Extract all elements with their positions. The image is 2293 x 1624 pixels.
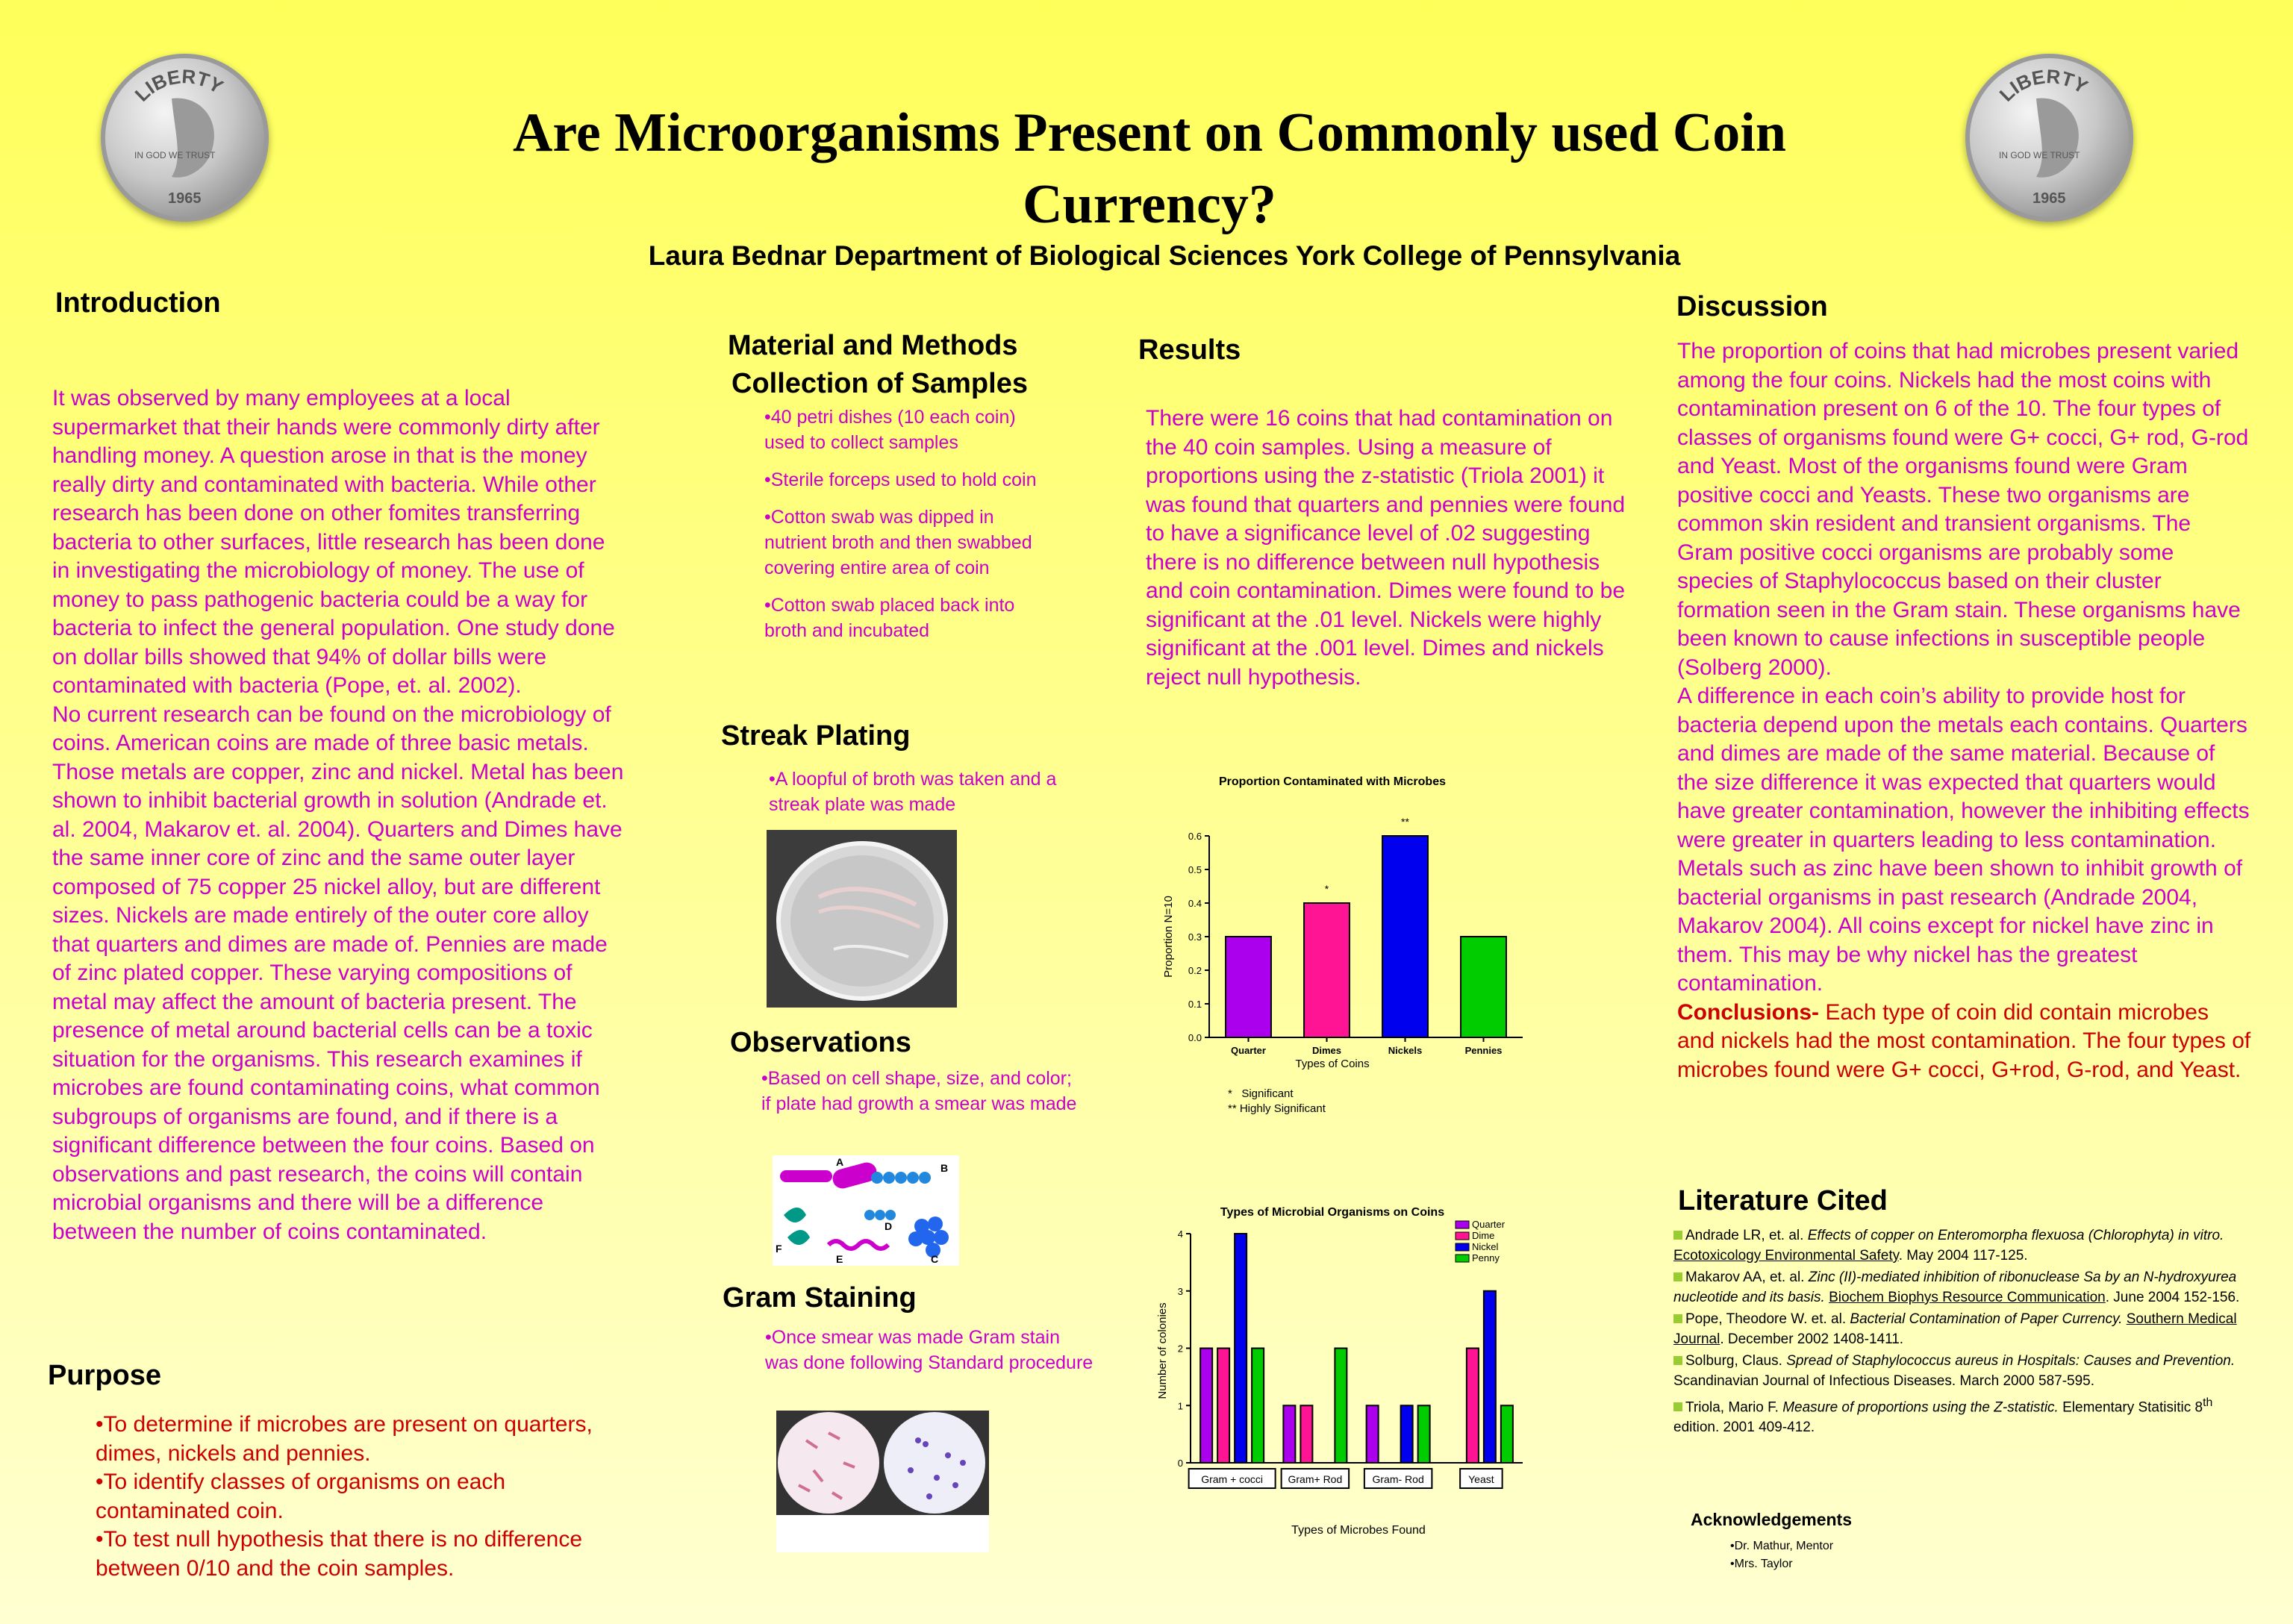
ref-authors: Triola, Mario F. [1685, 1399, 1783, 1416]
y-axis-label: Proportion N=10 [1162, 896, 1175, 978]
legend-label: Dime [1472, 1230, 1495, 1241]
purpose-item: •To identify classes of organisms on each contaminated coin. [96, 1470, 506, 1523]
bar-quarter [1200, 1349, 1212, 1464]
coin-motto-text: IN GOD WE TRUST [134, 150, 216, 160]
gram-stain-photo [776, 1411, 989, 1552]
cell-shapes-figure [773, 1155, 959, 1266]
legend-swatch [1456, 1221, 1469, 1228]
conclusion-paragraph [1677, 999, 2252, 1085]
bar-dime [1467, 1349, 1479, 1464]
coin-year-text: 1965 [2032, 190, 2066, 207]
y-tick-label: 2 [1177, 1343, 1183, 1355]
conclusion-text: Each type of coin did contain microbes and nickels had the most contamination. The four types of microbes found were G+ cocci, G+rod, G-rod, and Yeast. [1677, 999, 2251, 1082]
x-axis-label: Types of Microbes Found [1291, 1524, 1426, 1537]
y-tick-label: 3 [1177, 1285, 1183, 1297]
ref-date: . June 2004 152-156. [2105, 1290, 2240, 1305]
bar-quarter [1226, 937, 1271, 1037]
coin-face [101, 54, 269, 222]
gram-heading: Gram Staining [723, 1282, 917, 1314]
bar-penny [1418, 1405, 1430, 1463]
results-heading: Results [1138, 334, 1241, 366]
y-tick-label: 0.3 [1188, 931, 1202, 943]
y-tick-label: 0.4 [1188, 898, 1202, 909]
microscope-slides-icon [776, 1411, 989, 1552]
bar-nickel [1484, 1291, 1496, 1463]
bar-nickels [1382, 836, 1428, 1037]
bar-penny [1252, 1349, 1264, 1464]
discussion-paragraph: A difference in each coin’s ability to provide host for bacteria depend upon the metals each contains. Quarters and dimes are made of the same material. Because of the size difference it was expected that quarters would have greater contamination, however the inhibiting effects were greater in quarters leading to less contamination. Metals such as zinc have been shown to inhibit growth of bacterial organisms in past research (Andrade 2004, Makarov 2004). All coins except for nickel have zinc in them. This may be why nickel has the greatest contamination. [1677, 684, 2250, 996]
proportion-chart-svg [1149, 769, 1538, 1127]
acknowledgement-item: •Dr. Mathur, Mentor [1730, 1540, 1834, 1552]
coin-year-text: 1965 [168, 190, 202, 207]
significance-marker: ** [1401, 816, 1409, 828]
poster-title: Are Microorganisms Present on Commonly used Coin Currency? [512, 102, 1787, 235]
ref-title: Zinc (II)-mediated inhibition of ribonuclease Sa by an N-hydroxyurea nucleotide and its basis. [1673, 1269, 2237, 1305]
x-tick-label: Gram+ Rod [1288, 1473, 1343, 1485]
y-tick-label: 0.1 [1188, 999, 1202, 1010]
methods-heading: Material and Methods [728, 330, 1018, 361]
collection-item: •Cotton swab was dipped in nutrient broth and then swabbed covering entire area of coin [764, 507, 1032, 578]
discussion-heading: Discussion [1676, 291, 1828, 322]
legend-swatch [1456, 1243, 1469, 1251]
y-axis-label: Number of colonies [1156, 1302, 1169, 1399]
ref-date: . December 2002 1408-1411. [1720, 1331, 1904, 1347]
coin-liberty-text: LIBERTY [1994, 65, 2092, 106]
x-tick-label: Pennies [1464, 1045, 1503, 1056]
ref-journal: Biochem Biophys Resource Communication [1829, 1290, 2106, 1305]
streak-list [769, 766, 1060, 829]
legend-swatch [1456, 1232, 1469, 1240]
x-tick-label: Gram + cocci [1201, 1473, 1264, 1485]
petri-dish-icon [767, 830, 957, 1008]
introduction-text [52, 384, 627, 1246]
introduction-heading: Introduction [55, 287, 221, 319]
ref-title: Measure of proportions using the Z-statistic. [1782, 1399, 2059, 1416]
y-tick-label: 0.6 [1188, 831, 1202, 842]
x-tick-label: Gram- Rod [1372, 1473, 1424, 1485]
literature-heading: Literature Cited [1678, 1185, 1888, 1217]
coin-portrait [172, 98, 214, 177]
legend-swatch [1456, 1255, 1469, 1262]
literature-list [1673, 1225, 2256, 1439]
ref-authors: Andrade LR, et. al. [1685, 1228, 1808, 1243]
shape-letter: D [885, 1220, 893, 1232]
microbial-types-chart [1149, 1198, 1538, 1549]
proportion-chart [1149, 769, 1538, 1127]
bar-dimes [1304, 903, 1350, 1037]
x-tick-label: Yeast [1468, 1473, 1494, 1485]
streak-heading: Streak Plating [721, 720, 911, 752]
chart-note: ** Highly Significant [1228, 1102, 1326, 1115]
ref-journal: Ecotoxicology Environmental Safety [1673, 1248, 1899, 1264]
discussion-text [1677, 337, 2252, 1084]
shape-letter: F [776, 1243, 782, 1255]
collection-heading: Collection of Samples [731, 368, 1028, 399]
bar-nickel [1401, 1405, 1413, 1463]
bar-dime [1300, 1405, 1312, 1463]
y-tick-label: 0.5 [1188, 864, 1202, 875]
purpose-item: •To determine if microbes are present on quarters, dimes, nickels and pennies. [96, 1412, 593, 1466]
gram-item: •Once smear was made Gram stain was done following Standard procedure [765, 1327, 1094, 1373]
collection-item: •Cotton swab placed back into broth and incubated [764, 595, 1015, 641]
x-tick-label: Dimes [1311, 1045, 1342, 1056]
reference-item [1673, 1267, 2256, 1308]
microbial-types-chart-svg [1149, 1198, 1538, 1549]
purpose-heading: Purpose [48, 1360, 162, 1391]
reference-item [1673, 1309, 2256, 1349]
legend-label: Quarter [1472, 1219, 1506, 1230]
ref-journal: Southern Medical Journal [1673, 1311, 2237, 1347]
x-tick-label: Quarter [1231, 1045, 1266, 1056]
y-tick-label: 0.2 [1188, 965, 1202, 976]
acknowledgement-item: •Mrs. Taylor [1730, 1558, 1793, 1570]
bar-pennies [1461, 937, 1506, 1037]
shape-letter: A [836, 1156, 844, 1168]
gram-list [765, 1325, 1094, 1387]
reference-item [1673, 1393, 2256, 1437]
discussion-paragraph: The proportion of coins that had microbes present varied among the four coins. Nickels had the most coins with contamination present on 6 of the 10. The four types of classes of organisms found were G+ cocci, G+ rod, G-rod and Yeast. Most of the organisms found were Gram positive cocci and Yeasts. These two organisms are common skin resident and transient organisms. The Gram positive cocci organisms are probably some species of Staphylococcus based on their cluster formation seen in the Gram stain. These organisms have been known to cause infections in susceptible people (Solberg 2000). [1677, 339, 2249, 680]
introduction-paragraph: No current research can be found on the microbiology of coins. American coins are made of three basic metals. Those metals are copper, zinc and nickel. Metal has been shown to inhibit bacterial growth in solution (Andrade et. al. 2004, Makarov et. al. 2004). Quarters and Dimes have the same inner core of zinc and the same outer layer composed of 75 copper 25 nickel alloy, but are different sizes. Nickels are made entirely of the outer core alloy that quarters and dimes are made of. Pennies are made of zinc plated copper. These varying compositions of metal may affect the amount of bacteria present. The presence of metal around bacterial cells can be a toxic situation for the organisms. This research examines if microbes are found contaminating coins, what common subgroups of organisms are found, and if there is a significant difference between the four coins. Based on observations and past research, the coins will contain microbial organisms and there will be a difference between the number of coins contaminated. [52, 702, 624, 1244]
coin-portrait [2036, 98, 2079, 177]
bar-quarter [1367, 1405, 1379, 1463]
streak-item: •A loopful of broth was taken and a streak plate was made [769, 769, 1057, 815]
collection-list [764, 405, 1055, 655]
bar-quarter [1283, 1405, 1295, 1463]
reference-item [1673, 1351, 2256, 1391]
cell-shapes-icon [773, 1155, 959, 1266]
shape-letter: C [931, 1253, 939, 1265]
shape-letter: E [836, 1253, 843, 1265]
purpose-item: •To test null hypothesis that there is no difference between 0/10 and the coin samples. [96, 1527, 583, 1581]
chart-title: Proportion Contaminated with Microbes [1218, 775, 1447, 788]
coin-motto-text: IN GOD WE TRUST [1999, 150, 2080, 160]
ref-authors: Solburg, Claus. [1685, 1353, 1787, 1369]
coin-liberty-text: LIBERTY [130, 65, 228, 106]
quarter-coin-left-icon [101, 54, 269, 222]
ref-authors: Makarov AA, et. al. [1685, 1269, 1809, 1285]
chart-note: * Significant [1228, 1087, 1294, 1100]
conclusion-label: Conclusions- [1677, 999, 1820, 1025]
ref-mid: Elementary Statisitic 8 [2058, 1399, 2203, 1416]
collection-item: •40 petri dishes (10 each coin) used to collect samples [764, 407, 1016, 453]
coin-face [1965, 54, 2133, 222]
x-tick-label: Nickels [1388, 1045, 1423, 1056]
shape-letter: B [940, 1162, 949, 1174]
bar-penny [1501, 1405, 1513, 1463]
chart-title: Types of Microbial Organisms on Coins [1220, 1206, 1445, 1219]
ref-sup: th [2203, 1396, 2213, 1409]
y-tick-label: 0.0 [1188, 1032, 1202, 1043]
quarter-coin-right-icon [1965, 54, 2133, 222]
ref-title: Spread of Staphylococcus aureus in Hospitals: Causes and Prevention. [1786, 1353, 2236, 1369]
ref-authors: Pope, Theodore W. et. al. [1685, 1311, 1850, 1327]
ref-date: edition. 2001 409-412. [1673, 1420, 1815, 1436]
bar-dime [1217, 1349, 1229, 1464]
ref-title: Effects of copper on Enteromorpha flexuosa (Chlorophyta) in vitro. [1807, 1228, 2224, 1243]
significance-marker: * [1324, 883, 1329, 895]
results-text: There were 16 coins that had contamination on the 40 coin samples. Using a measure of proportions using the z-statistic (Triola 2001) it was found that quarters and pennies were found to have a significance level of .02 suggesting there is no difference between null hypothesis and coin contamination. Dimes were found to be significant at the .01 level. Nickels were highly significant at the .001 level. Dimes and nickels reject null hypothesis. [1146, 406, 1626, 690]
bar-nickel [1235, 1234, 1247, 1463]
acknowledgements-heading: Acknowledgements [1691, 1510, 1852, 1529]
legend-label: Penny [1472, 1252, 1500, 1264]
acknowledgements-list [1730, 1537, 1833, 1573]
y-tick-label: 0 [1177, 1458, 1183, 1469]
legend-label: Nickel [1472, 1241, 1499, 1252]
ref-title: Bacterial Contamination of Paper Currency. [1850, 1311, 2123, 1327]
ref-mid: Scandinavian Journal of Infectious Diseases. March 2000 587-595. [1673, 1373, 2095, 1389]
observations-item: •Based on cell shape, size, and color; if plate had growth a smear was made [761, 1068, 1077, 1114]
purpose-list [96, 1411, 633, 1583]
ref-date: . May 2004 117-125. [1898, 1248, 2028, 1264]
reference-item [1673, 1225, 2256, 1266]
observations-list [761, 1066, 1082, 1128]
bar-penny [1335, 1349, 1347, 1464]
poster-author: Laura Bednar Department of Biological Sciences York College of Pennsylvania [648, 240, 1681, 271]
streak-plate-photo [767, 830, 957, 1008]
x-axis-label: Types of Coins [1295, 1058, 1370, 1070]
observations-heading: Observations [730, 1027, 911, 1058]
y-tick-label: 4 [1177, 1228, 1183, 1240]
introduction-paragraph: It was observed by many employees at a local supermarket that their hands were commonly dirty after handling money. A question arose in that is the money really dirty and contaminated with bacteria. While other research has been done on other fomites transferring bacteria to other surfaces, little research has been done in investigating the microbiology of money. The use of money to pass pathogenic bacteria could be a way for bacteria to infect the general population. One study done on dollar bills showed that 94% of dollar bills were contaminated with bacteria (Pope, et. al. 2002). [52, 386, 615, 698]
collection-item: •Sterile forceps used to hold coin [764, 469, 1037, 490]
y-tick-label: 1 [1177, 1400, 1183, 1412]
